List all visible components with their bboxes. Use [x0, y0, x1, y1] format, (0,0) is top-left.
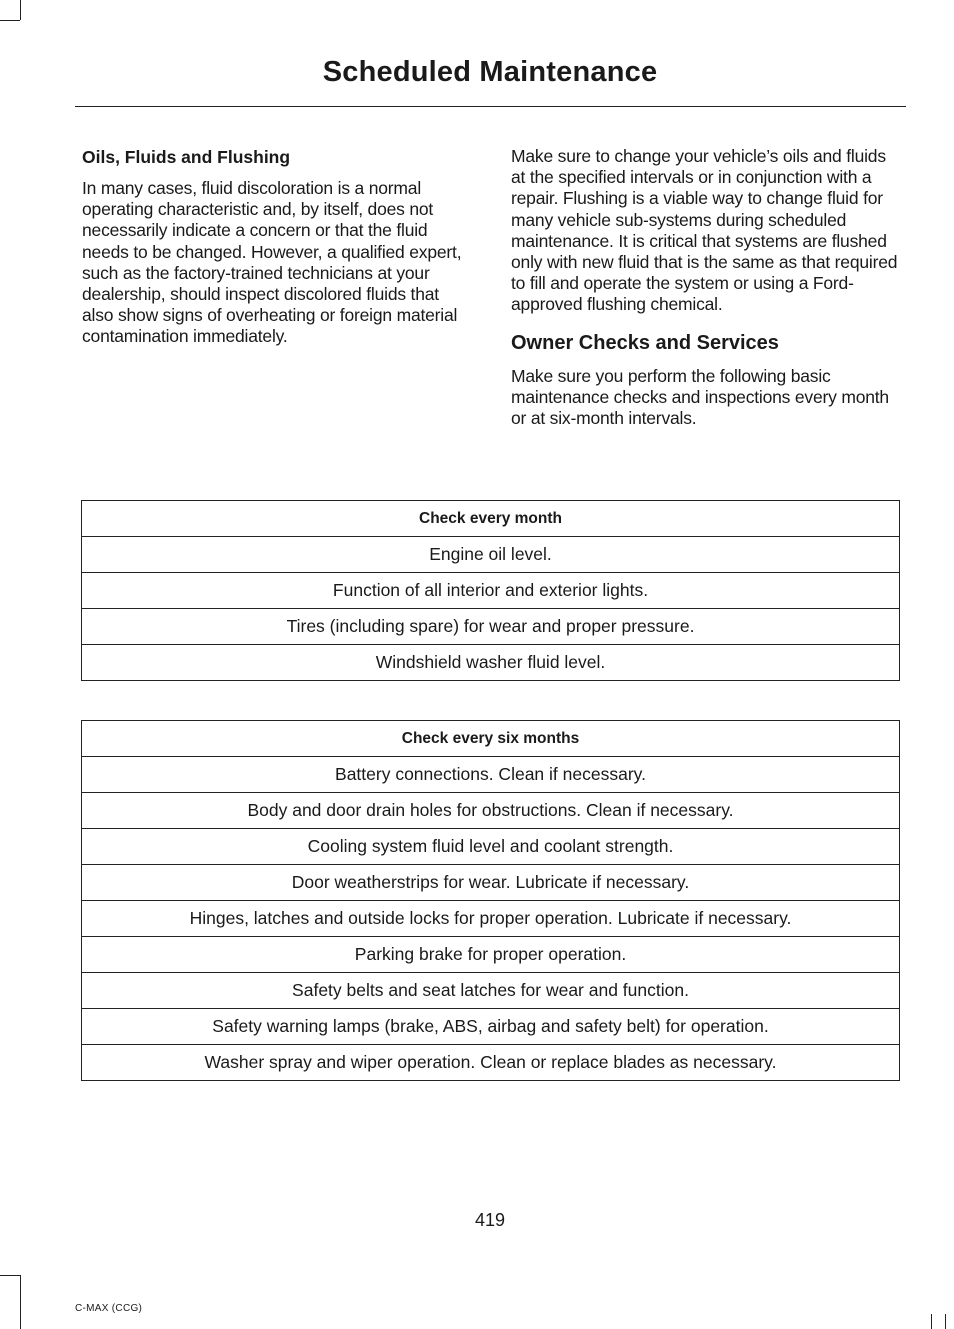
table-row: [82, 901, 900, 937]
table-cell: Cooling system fluid level and coolant strength.: [82, 829, 900, 865]
crop-mark-bottom-left-vertical: [20, 1275, 21, 1329]
table-row: [82, 1045, 900, 1081]
monthly-checks-table: [81, 500, 900, 681]
table-row: [82, 757, 900, 793]
table-row: [82, 645, 900, 681]
table-row: [82, 973, 900, 1009]
table-header: Check every month: [82, 501, 900, 537]
table-row: [82, 573, 900, 609]
page-number: 419: [474, 1210, 506, 1230]
crop-mark-top-left-horizontal: [0, 20, 20, 21]
owner-checks-paragraph: Make sure you perform the following basic maintenance checks and inspections every month or at six-month intervals.: [511, 365, 889, 429]
table-cell: Body and door drain holes for obstructions. Clean if necessary.: [82, 793, 900, 829]
table-row: [82, 1009, 900, 1045]
table-cell: Parking brake for proper operation.: [82, 937, 900, 973]
table-row: [82, 609, 900, 645]
table-cell: Function of all interior and exterior lights.: [82, 573, 900, 609]
flushing-paragraph: Make sure to change your vehicle’s oils and fluids at the specified intervals or in conjunction with a repair. Flushing is a viable way to change fluid for many vehicle sub-systems during scheduled maintenance. It is critical that systems are flushed only with new fluid that is the same as that required to fill and operate the system or using a Ford-approved flushing chemical.: [511, 146, 898, 315]
right-column: [511, 146, 901, 429]
table-row: [82, 829, 900, 865]
table-cell: Battery connections. Clean if necessary.: [82, 757, 900, 793]
crop-mark-bottom-right-vertical-1: [931, 1314, 932, 1329]
table-cell: Engine oil level.: [82, 537, 900, 573]
table-row: [82, 865, 900, 901]
table-cell: Washer spray and wiper operation. Clean or replace blades as necessary.: [82, 1045, 900, 1081]
table-cell: Hinges, latches and outside locks for proper operation. Lubricate if necessary.: [82, 901, 900, 937]
crop-mark-top-left-vertical: [20, 0, 21, 20]
table-cell: Safety warning lamps (brake, ABS, airbag and safety belt) for operation.: [82, 1009, 900, 1045]
model-code: C-MAX (CCG): [75, 1303, 143, 1314]
table-cell: Tires (including spare) for wear and proper pressure.: [82, 609, 900, 645]
table-row: [82, 937, 900, 973]
left-column: [82, 146, 472, 348]
table-cell: Safety belts and seat latches for wear and function.: [82, 973, 900, 1009]
table-cell: Windshield washer fluid level.: [82, 645, 900, 681]
oils-fluids-heading: Oils, Fluids and Flushing: [82, 147, 291, 167]
table-cell: Door weatherstrips for wear. Lubricate if necessary.: [82, 865, 900, 901]
table-header: Check every six months: [82, 721, 900, 757]
owner-checks-heading: Owner Checks and Services: [511, 331, 779, 354]
title-divider: [75, 106, 906, 107]
six-month-checks-table: [81, 720, 900, 1081]
oils-fluids-paragraph: In many cases, fluid discoloration is a normal operating characteristic and, by itself, does not necessarily indicate a concern or that the fluid needs to be changed. However, a qualified expert, such as the factory-trained technicians at your dealership, should inspect discolored fluids that also show signs of overheating or foreign material contamination immediately.: [82, 178, 462, 347]
crop-mark-bottom-left-horizontal: [0, 1275, 20, 1276]
table-row: [82, 793, 900, 829]
page-title: Scheduled Maintenance: [322, 56, 658, 88]
table-row: [82, 537, 900, 573]
crop-mark-bottom-right-vertical-2: [945, 1314, 946, 1329]
